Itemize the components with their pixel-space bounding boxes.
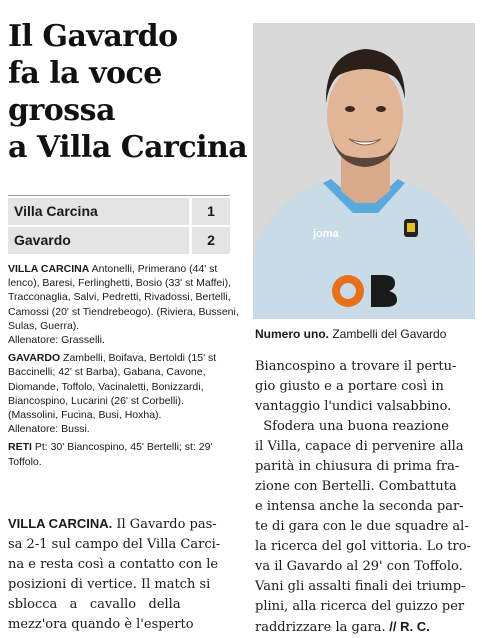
article-line: posizioni di vertice. Il match si xyxy=(8,577,211,592)
lineup-gavardo xyxy=(8,351,233,436)
lineup-line: Sulas, Guerra). xyxy=(8,319,80,332)
lineup-line: Biancospino, Lucarini (26' st Corbelli). xyxy=(8,394,184,407)
headline xyxy=(8,18,248,166)
score-row xyxy=(8,227,230,254)
score-team: Gavardo xyxy=(8,227,189,254)
headline-line: grossa xyxy=(8,93,116,128)
headline-line: Il Gavardo xyxy=(8,19,178,54)
caption-text: Zambelli del Gavardo xyxy=(329,327,447,341)
article-line: va il Gavardo al 29' con Toffolo. xyxy=(255,559,463,574)
article-line: sblocca a cavallo della xyxy=(8,597,181,612)
scoreboard xyxy=(8,195,230,254)
article-line: plini, alla ricerca del guizzo per xyxy=(255,599,465,614)
article-line: parità in chiusura di prima fra- xyxy=(255,459,460,474)
player-portrait-icon xyxy=(253,23,475,319)
article-line: gio giusto e a portare così in xyxy=(255,379,444,394)
article-column-left xyxy=(8,514,238,635)
article-line: Vani gli assalti finali dei triump- xyxy=(255,579,466,594)
score-row xyxy=(8,198,230,225)
lineup-line: Camossi (20' st Tiendrebeogo). (Riviera, Busseni, xyxy=(8,305,239,318)
lineup-line: Zambelli, Boifava, Bertoldi (15' st xyxy=(60,352,217,365)
lineup-line: Pt: 30' Biancospino, 45' Bertelli; st: 29' xyxy=(31,441,213,454)
article-line: Sfodera una buona reazione xyxy=(255,419,449,434)
article-line: e intensa anche la seconda par- xyxy=(255,499,464,514)
article-kicker: VILLA CARCINA. xyxy=(8,516,113,531)
article-line: te di gara con le due squadre al- xyxy=(255,519,469,534)
article-line: la ricerca del gol vittoria. Lo tro- xyxy=(255,539,471,554)
lineups xyxy=(8,262,239,473)
lineup-villa xyxy=(8,262,239,347)
lineup-goals xyxy=(8,440,233,468)
lineup-label: GAVARDO xyxy=(8,352,61,365)
caption-lead: Numero uno. xyxy=(255,327,329,341)
lineup-line: lenco), Baresi, Ferlinghetti, Bosio (33' st Maffei), xyxy=(8,277,231,290)
article-line: il Villa, capace di pervenire alla xyxy=(255,439,464,454)
lineup-line: Allenatore: Bussi. xyxy=(8,423,90,436)
headline-line: a Villa Carcina xyxy=(8,130,248,165)
article-line: raddrizzare la gara. xyxy=(255,620,386,635)
article-line: Il Gavardo pas- xyxy=(112,517,217,532)
lineup-label: VILLA CARCINA xyxy=(8,263,90,275)
shirt-brand: joma xyxy=(313,228,339,240)
article-line: vantaggio l'undici valsabbino. xyxy=(255,399,452,414)
article-line: mezz'ora quando è l'esperto xyxy=(8,617,194,632)
article-line: zione con Bertelli. Combattuta xyxy=(255,479,457,494)
lineup-line: Diomande, Toffolo, Vacinaletti, Bonizzardi, xyxy=(8,380,204,393)
lineup-line: Toffolo. xyxy=(8,455,42,468)
player-photo xyxy=(253,23,475,319)
score-goals: 2 xyxy=(192,227,230,254)
headline-line: fa la voce xyxy=(8,56,162,91)
article-line: sa 2-1 sul campo del Villa Carci- xyxy=(8,537,221,552)
article-line: Biancospino a trovare il pertu- xyxy=(255,359,457,374)
score-goals: 1 xyxy=(192,198,230,225)
lineup-line: Allenatore: Grasselli. xyxy=(8,334,105,347)
photo-caption xyxy=(255,326,480,342)
article-line: na e resta così a contatto con le xyxy=(8,557,219,572)
article-signature: // R. C. xyxy=(385,619,430,634)
lineup-line: (Massolini, Fucina, Busi, Hoxha). xyxy=(8,409,162,422)
lineup-line: Baccinelli; 42' st Barba), Gabana, Cavone, xyxy=(8,366,206,379)
lineup-line: Tracconaglia, Salvi, Pedretti, Rivadossi, Bertelli, xyxy=(8,291,231,304)
article-column-right xyxy=(255,357,477,638)
lineup-line: Antonelli, Primerano (44' st xyxy=(89,263,218,275)
lineup-label: RETI xyxy=(8,441,32,454)
score-team: Villa Carcina xyxy=(8,198,189,225)
